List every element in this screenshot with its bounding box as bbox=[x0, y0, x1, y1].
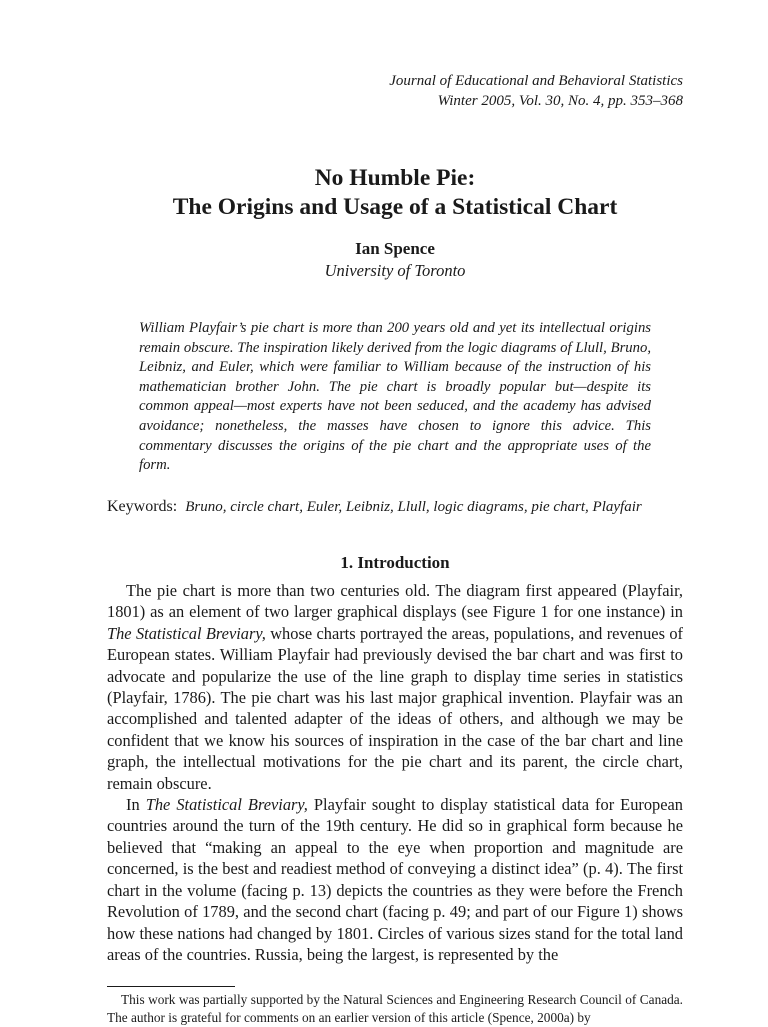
paragraph-2-text-after: Playfair sought to display statistical data for European countries around the turn of the 19th century. He did so in graphical form because he believed that “making an appeal to the eye when proportion and magnitude are concerned, is the best and readiest method of conveying a distinct idea” (p. 4). The first chart in the volume (facing p. 13) depicts the countries as they were before the French Revolution of 1789, and the second chart (facing p. 49; and part of our Figure 1) shows how these nations had changed by 1801. Circles of various sizes stand for the total land areas of the countries. Russia, being the largest, is represented by the bbox=[107, 795, 683, 964]
keywords-values: Bruno, circle chart, Euler, Leibniz, Llull, logic diagrams, pie chart, Playfair bbox=[185, 499, 642, 515]
journal-name: Journal of Educational and Behavioral Statistics bbox=[389, 73, 683, 89]
footnote: This work was partially supported by the Natural Sciences and Engineering Research Council of Canada. The author is grateful for comments on an earlier version of this article (Spence, 2000a) by bbox=[107, 992, 683, 1025]
abstract: William Playfair’s pie chart is more than 200 years old and yet its intellectual origins remain obscure. The inspiration likely derived from the logic diagrams of Llull, Bruno, Leibniz, and Euler, which were familiar to William because of the instruction of his mathematician brother John. The pie chart is broadly popular but—despite its common appeal—most experts have not been seduced, and the academy has advised avoidance; nonetheless, the masses have chosen to ignore this advice. This commentary discusses the origins of the pie chart and the appropriate uses of the form. bbox=[139, 320, 651, 474]
paragraph-1-book-title: The Statistical Breviary, bbox=[107, 623, 266, 643]
body-text bbox=[107, 580, 683, 965]
keywords-label: Keywords: bbox=[107, 498, 178, 515]
body-paragraph-1 bbox=[107, 580, 683, 794]
paragraph-2-book-title: The Statistical Breviary, bbox=[145, 795, 308, 815]
journal-header bbox=[389, 71, 683, 111]
paper-title-line-2: The Origins and Usage of a Statistical Chart bbox=[172, 194, 618, 220]
author-affiliation: University of Toronto bbox=[324, 261, 466, 280]
paper-title bbox=[107, 164, 683, 222]
paragraph-1-text-after: whose charts portrayed the areas, populations, and revenues of European states. William Playfair had previously devised the bar chart and was first to advocate and popularize the use of the line graph to display time series in statistics (Playfair, 1786). The pie chart was his last major graphical invention. Playfair was an accomplished and talented adapter of the ideas of others, and although we may be confident that we know his sources of inspiration in the case of the bar chart and line graph, the intellectual motivations for the pie chart and its parent, the circle chart, remain obscure. bbox=[107, 623, 683, 793]
keywords bbox=[107, 496, 683, 518]
paper-title-line-1: No Humble Pie: bbox=[314, 165, 476, 191]
body-paragraph-2 bbox=[107, 794, 683, 965]
journal-issue: Winter 2005, Vol. 30, No. 4, pp. 353–368 bbox=[437, 93, 683, 109]
footnote-divider bbox=[107, 986, 235, 987]
paragraph-2-text-before: In bbox=[126, 795, 146, 815]
paragraph-1-text-before: The pie chart is more than two centuries old. The diagram first appeared (Playfair, 1801) as an element of two larger graphical displays (see Figure 1 for one instance) in bbox=[107, 581, 683, 622]
section-heading: 1. Introduction bbox=[340, 553, 450, 572]
author-name: Ian Spence bbox=[355, 239, 435, 258]
paper-page bbox=[107, 0, 683, 1024]
